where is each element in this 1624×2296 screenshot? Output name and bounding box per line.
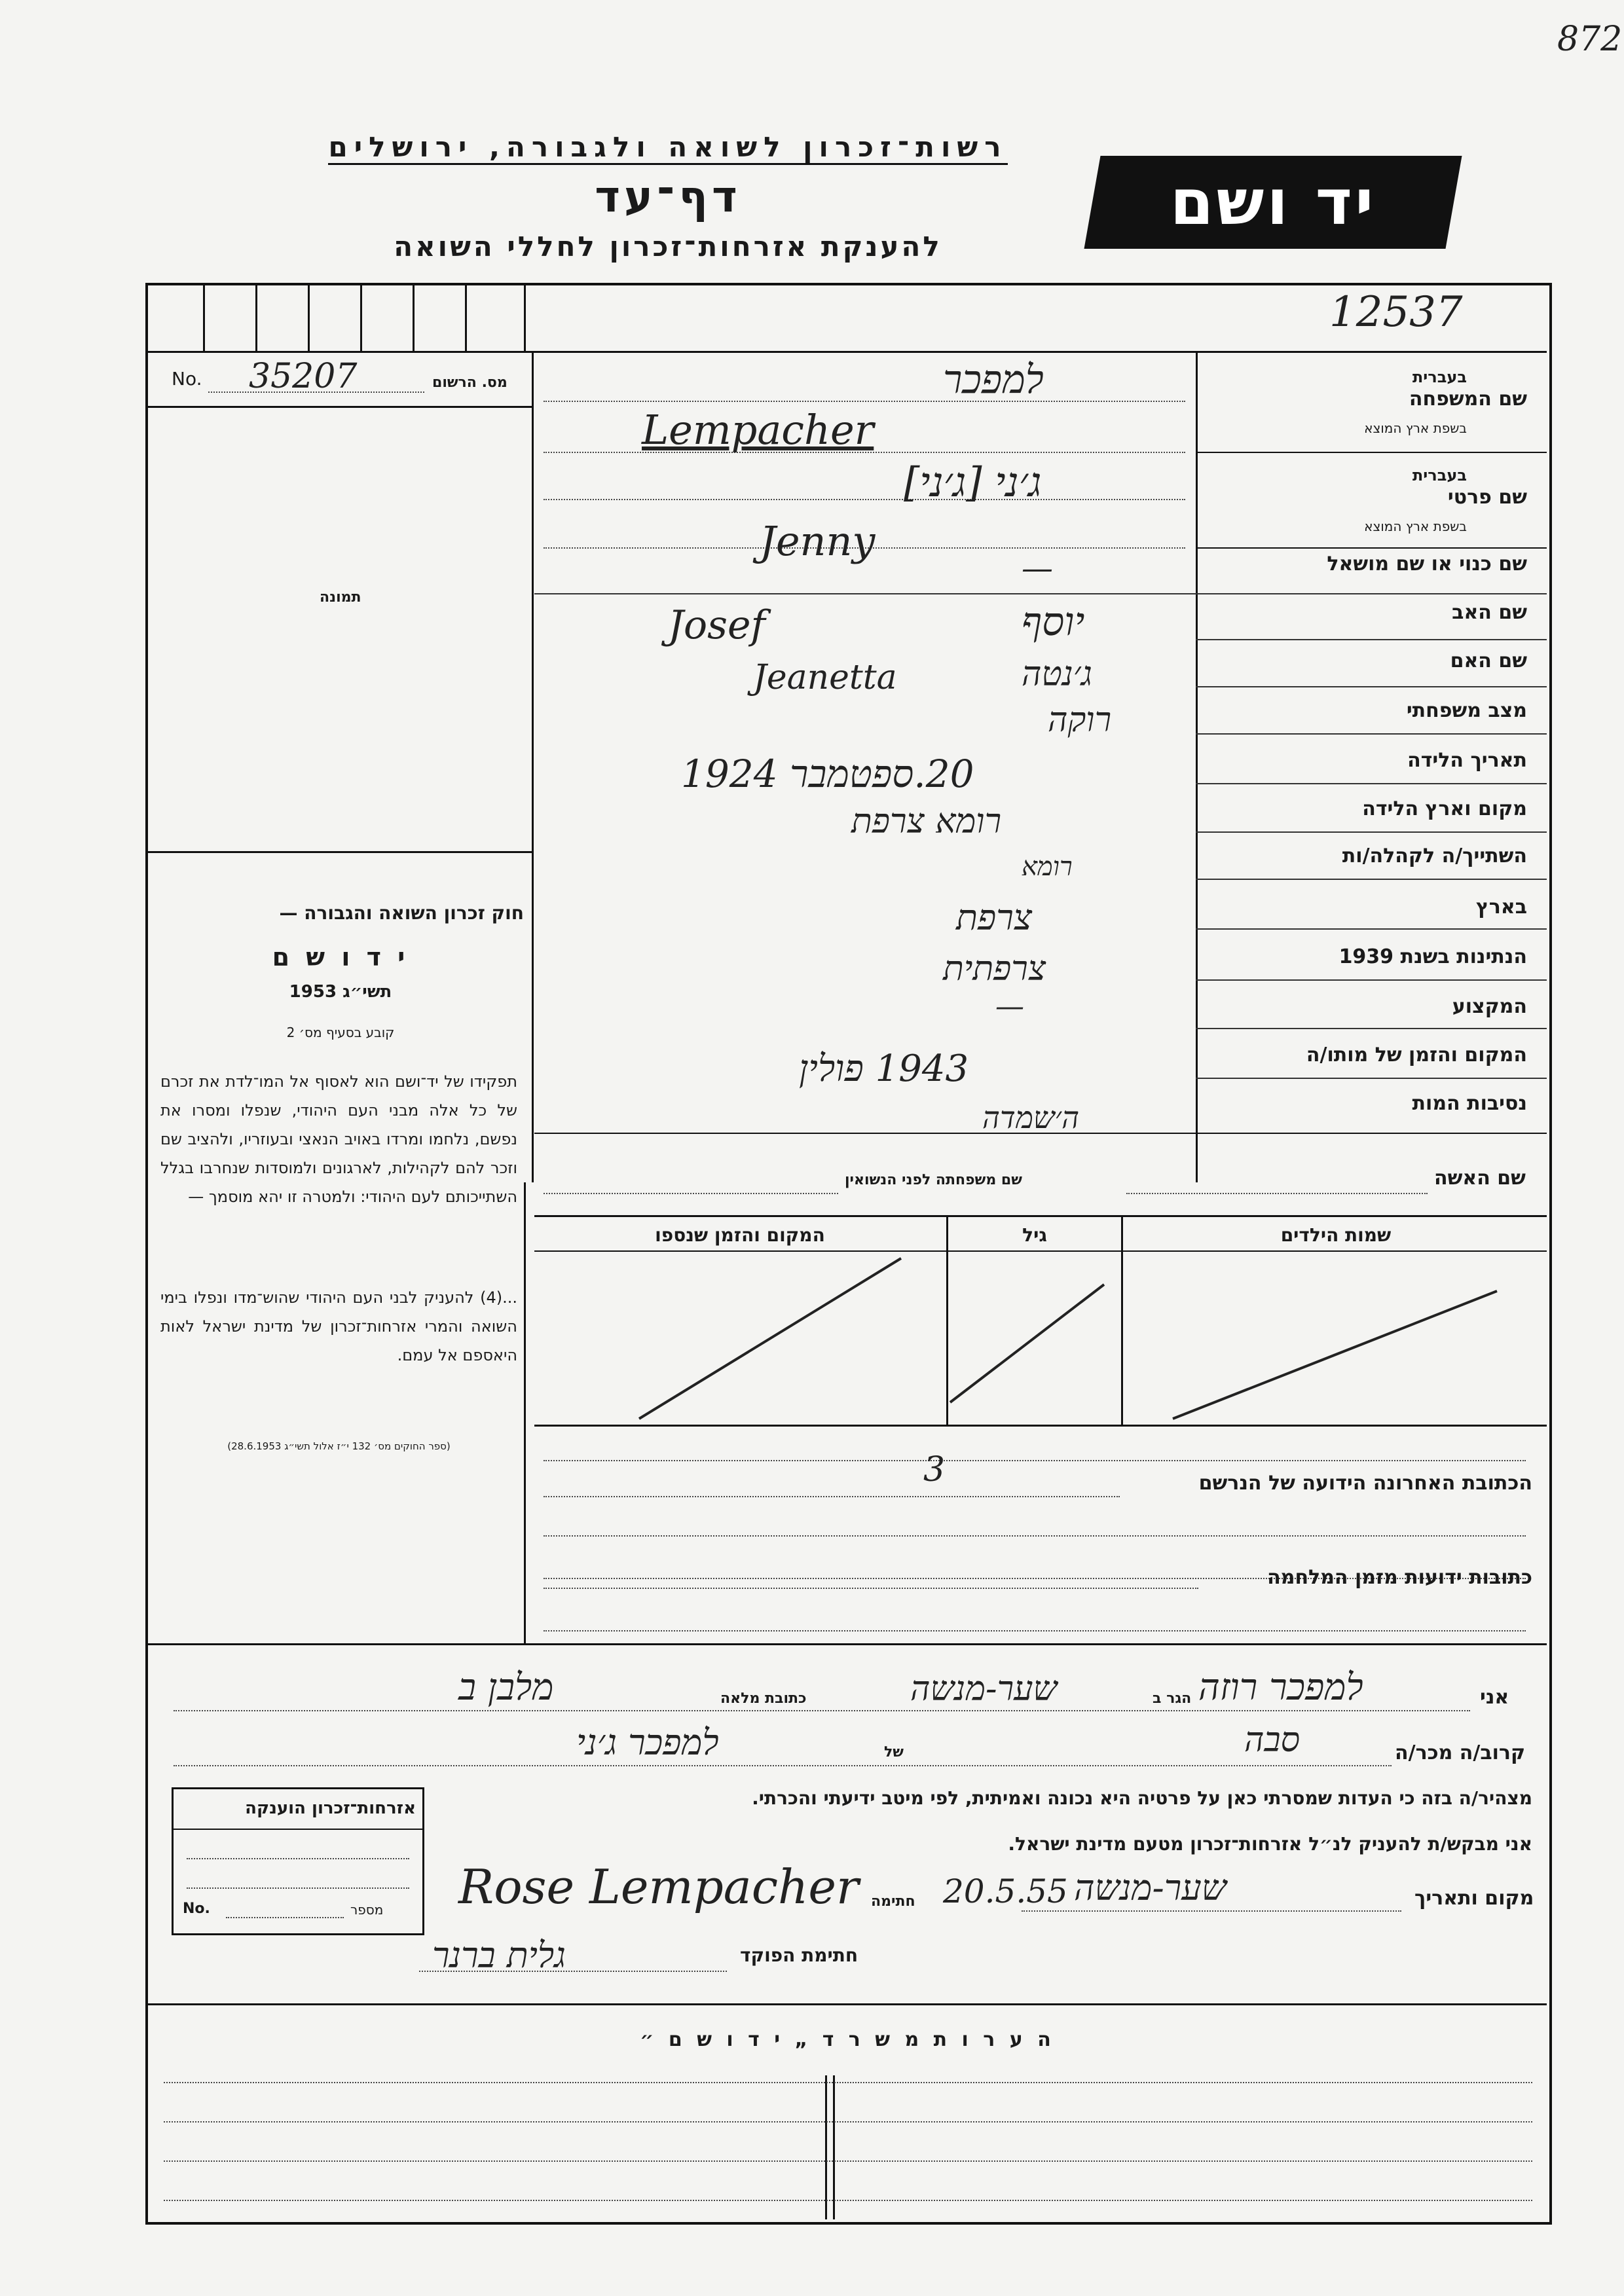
- firstname-native-value: Jenny: [760, 517, 876, 565]
- photo-label: תמונה: [320, 589, 361, 606]
- nickname-value: —: [1022, 550, 1053, 587]
- father-label: שם האב: [1452, 601, 1527, 624]
- profession-value: —: [995, 990, 1024, 1023]
- firstname-hebrew-value: ג׳ני [ג׳ני]: [904, 458, 1042, 506]
- relation-label: קרוב/ה מכר/ה: [1395, 1741, 1526, 1764]
- community-value: רומא: [1022, 852, 1073, 882]
- strike-place: [639, 1258, 901, 1419]
- mother-label: שם האם: [1450, 649, 1527, 672]
- signature-label: חתימה: [871, 1893, 915, 1910]
- place-date-label: מקום ותאריך: [1414, 1887, 1534, 1910]
- firstname-sub-native: בשפת ארץ המוצא: [1364, 519, 1467, 534]
- grant-box-title: אזרחות־זכרון הוענקה: [245, 1798, 416, 1818]
- address-value: מלבן ב: [458, 1666, 554, 1709]
- law-clause: קובע בסעיף מס׳ 2: [286, 1025, 395, 1040]
- surname-sub-native: בשפת ארץ המוצא: [1364, 420, 1467, 436]
- corner-number: 872: [1557, 20, 1623, 59]
- law-name: י ד ו ש ם: [272, 943, 409, 972]
- of-value: למפכר ג׳ני: [576, 1722, 719, 1763]
- yad-vashem-logo: [1084, 156, 1462, 249]
- address-label: כתובת מלאה: [720, 1690, 807, 1707]
- death-circ-value: ה׳שמדה: [982, 1100, 1080, 1135]
- official-signature-value: גלית ברנר: [432, 1935, 566, 1976]
- nickname-label: שם כנוי או שם מושאל: [1327, 553, 1527, 575]
- birthplace-value: רומא צרפת: [851, 802, 1002, 841]
- remarks-title: ה ע ר ו ת מ ש ר ד „ י ד ו ש ם ״: [640, 2028, 1055, 2051]
- death-circ-label: נסיבות המות: [1412, 1092, 1527, 1115]
- of-label: של: [884, 1744, 904, 1760]
- birthdate-value: 20.ספטמבר 1924: [681, 752, 974, 796]
- children-header-age: גיל: [1022, 1224, 1047, 1246]
- lives-value: שער-מנשה: [910, 1669, 1058, 1709]
- declarant-name-value: למפכר רוזה: [1198, 1666, 1363, 1709]
- signature-value: Rose Lempacher: [458, 1859, 859, 1914]
- citizenship-label: הנתינות בשנת 1939: [1338, 945, 1527, 968]
- strike-names: [1173, 1291, 1497, 1419]
- father-native-value: Josef: [668, 602, 766, 648]
- community-label: השתייך/ה לקהלה/ות: [1342, 845, 1527, 867]
- surname-hebrew-value: למפכר: [943, 357, 1044, 403]
- form-title: דף־עד: [595, 172, 741, 222]
- declare-text: מצהיר/ה בזה כי העדות שמסרתי כאן על פרטיה היא נכונה ואמיתית, לפי מיטב ידיעתי והכרתי.: [752, 1787, 1532, 1809]
- children-header-names: שמות הילדים: [1280, 1224, 1392, 1246]
- request-text: אני מבקש/ת להעניק לנ״ל אזרחות־זכרון מטעם מדינת ישראל.: [1008, 1833, 1532, 1855]
- law-title: חוק זכרון השואה והגבורה —: [279, 902, 524, 924]
- citizenship-value: צרפתית: [943, 949, 1046, 989]
- country-value: צרפת: [956, 897, 1033, 938]
- law-source: (ספר החוקים מס׳ 132 י״ז אלול תשי״ג 28.6.1953): [227, 1440, 451, 1452]
- mother-hebrew-value: ג׳נטה: [1022, 655, 1092, 694]
- lives-label: הגר ב: [1153, 1690, 1192, 1707]
- children-strikethrough: [534, 1252, 1547, 1425]
- wife-maiden-label: שם משפחתה לפני הנשואין: [845, 1172, 1022, 1188]
- declarant-i-label: אני: [1480, 1686, 1509, 1709]
- firstname-sub-hebrew: בעברית: [1412, 466, 1467, 484]
- wife-label: שם האשה: [1434, 1167, 1526, 1190]
- form-subtitle: להענקת אזרחות־זכרון לחללי השואה: [394, 230, 942, 263]
- mother-native-value: Jeanetta: [753, 658, 897, 697]
- official-signature-label: חתימת הפוקד: [740, 1944, 858, 1966]
- reg-label: מס. הרשום: [432, 374, 507, 391]
- no-value: 35207: [249, 357, 358, 396]
- profession-label: המקצוע: [1452, 995, 1527, 1018]
- strike-age: [950, 1285, 1104, 1402]
- marital-label: מצב משפחתי: [1406, 699, 1527, 722]
- law-year: תשי״ג 1953: [289, 982, 392, 1002]
- father-hebrew-value: יוסף: [1022, 599, 1085, 645]
- date-value: 20.5.55: [943, 1872, 1068, 1910]
- grant-num-label: מספר: [350, 1902, 384, 1918]
- death-value: 1943 פולין: [799, 1048, 969, 1090]
- law-text-2: ...(4) להעניק לבני העם היהודי שהוש־מדו ונפלו בימי השואה והמרי אזרחות־זכרון של מדינת ישראל לאות היאספם אל עמם.: [160, 1288, 517, 1364]
- grant-box: [172, 1787, 424, 1935]
- surname-native-value: Lempacher: [642, 406, 874, 454]
- registration-number-handwritten: 12537: [1329, 288, 1463, 337]
- surname-label: שם המשפחה: [1409, 388, 1527, 410]
- children-header-place: המקום והזמן שנספו: [655, 1224, 825, 1246]
- relation-value: סבה: [1244, 1721, 1301, 1760]
- authority-heading: רשות־זכרון לשואה ולגבורה, ירושלים: [301, 131, 1035, 163]
- country-label: בארץ: [1475, 896, 1527, 919]
- grant-no-label: No.: [183, 1901, 210, 1917]
- marital-value: רוקה: [1048, 701, 1112, 740]
- logo-text: יד ושם: [1170, 166, 1376, 239]
- place-value: שער-מנשה: [1074, 1867, 1227, 1908]
- last-address-value: 3: [923, 1450, 946, 1489]
- surname-sub-hebrew: בעברית: [1412, 368, 1467, 386]
- war-addresses-label: כתובות ידועות מזמן המלחמה: [1267, 1566, 1532, 1589]
- firstname-label: שם פרטי: [1447, 486, 1527, 509]
- law-text-1: תפקידו של יד־ושם הוא לאסוף אל המו־לדת את זכרם של כל אלה מבני העם היהודי, שנפלו ומסרו את נפשם, נלחמו ומרדו באויב הנאצי ובעוזריו, ולהציב שם וזכר להם לקהילות, לארגונים ולמוסדות שנחרבו בגלל השתייכותם לעם היהודי: ולמטרה זו יהא מוסמך —: [160, 1072, 517, 1206]
- no-label: No.: [172, 368, 202, 390]
- last-address-label: הכתובת האחרונה הידועה של הנרשם: [1198, 1472, 1532, 1495]
- birthplace-label: מקום וארץ הלידה: [1362, 797, 1527, 820]
- birthdate-label: תאריך הלידה: [1407, 749, 1527, 772]
- death-label: המקום והזמן של מותו/ה: [1306, 1044, 1527, 1066]
